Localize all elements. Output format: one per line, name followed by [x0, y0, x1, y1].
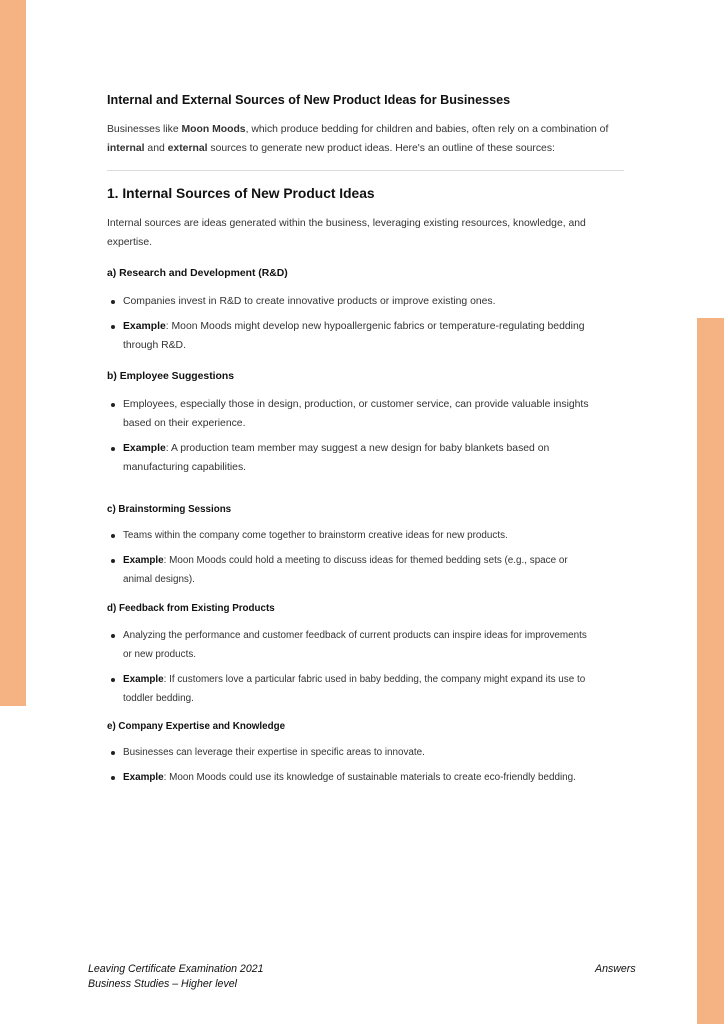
example-label: Example	[123, 555, 164, 566]
subsection-list-a	[107, 292, 607, 361]
section-description: Internal sources are ideas generated within the business, leveraging existing resources, knowledge, and expertise.	[107, 218, 586, 248]
intro-text-4: sources to generate new product ideas. Here's an outline of these sources:	[207, 143, 555, 154]
right-accent-bar	[697, 318, 724, 1024]
example-text: : Moon Moods could hold a meeting to discuss ideas for themed bedding sets (e.g., space or animal designs).	[123, 555, 568, 585]
list-item	[107, 743, 597, 762]
point-text: Employees, especially those in design, production, or customer service, can provide valuable insights based on their experience.	[123, 399, 589, 429]
example-label: Example	[123, 321, 166, 332]
subsection-list-c	[107, 526, 597, 595]
subsection-list-b	[107, 395, 607, 483]
point-text: Businesses can leverage their expertise in specific areas to innovate.	[123, 747, 425, 758]
intro-text-1: Businesses like	[107, 124, 182, 135]
point-text: Analyzing the performance and customer feedback of current products can inspire ideas for improvements or new products.	[123, 630, 587, 660]
example-label: Example	[123, 674, 164, 685]
subsection-heading-b: b) Employee Suggestions	[107, 371, 235, 382]
list-item	[107, 768, 597, 787]
point-text: Teams within the company come together to brainstorm creative ideas for new products.	[123, 530, 508, 541]
intro-paragraph	[107, 120, 627, 158]
intro-external: external	[167, 143, 208, 154]
subsection-heading-c: c) Brainstorming Sessions	[107, 504, 232, 515]
example-text: : A production team member may suggest a new design for baby blankets based on manufacturing capabilities.	[123, 443, 550, 473]
subsection-heading-d: d) Feedback from Existing Products	[107, 603, 275, 614]
section-heading: 1. Internal Sources of New Product Ideas	[107, 186, 375, 201]
list-item	[107, 292, 607, 311]
example-text: : If customers love a particular fabric used in baby bedding, the company might expand its use to toddler bedding.	[123, 674, 586, 704]
subsection-list-d	[107, 626, 597, 714]
intro-internal: internal	[107, 143, 145, 154]
example-text: : Moon Moods might develop new hypoallergenic fabrics or temperature-regulating bedding through R&D.	[123, 321, 585, 351]
list-item	[107, 439, 607, 477]
subsection-list-e	[107, 743, 597, 793]
list-item	[107, 551, 597, 589]
point-text: Companies invest in R&D to create innovative products or improve existing ones.	[123, 296, 496, 307]
intro-text-2: , which produce bedding for children and babies, often rely on a combination of	[245, 124, 609, 135]
list-item	[107, 670, 597, 708]
example-text: : Moon Moods could use its knowledge of sustainable materials to create eco-friendly bedding.	[163, 772, 576, 783]
footer-exam: Leaving Certificate Examination 2021	[88, 963, 264, 975]
list-item	[107, 395, 607, 433]
subsection-heading-e: e) Company Expertise and Knowledge	[107, 721, 286, 732]
intro-brand: Moon Moods	[181, 124, 246, 135]
list-item	[107, 317, 607, 355]
list-item	[107, 626, 597, 664]
footer-exam-info	[88, 962, 264, 992]
intro-text-3: and	[144, 143, 168, 154]
footer-subject: Business Studies – Higher level	[88, 978, 237, 990]
footer-answers: Answers	[595, 963, 636, 975]
example-label: Example	[123, 772, 164, 783]
left-accent-bar	[0, 0, 26, 706]
page-title: Internal and External Sources of New Product Ideas for Businesses	[107, 93, 511, 107]
example-label: Example	[123, 443, 166, 454]
section-divider	[107, 170, 624, 171]
list-item	[107, 526, 597, 545]
subsection-heading-a: a) Research and Development (R&D)	[107, 268, 288, 279]
